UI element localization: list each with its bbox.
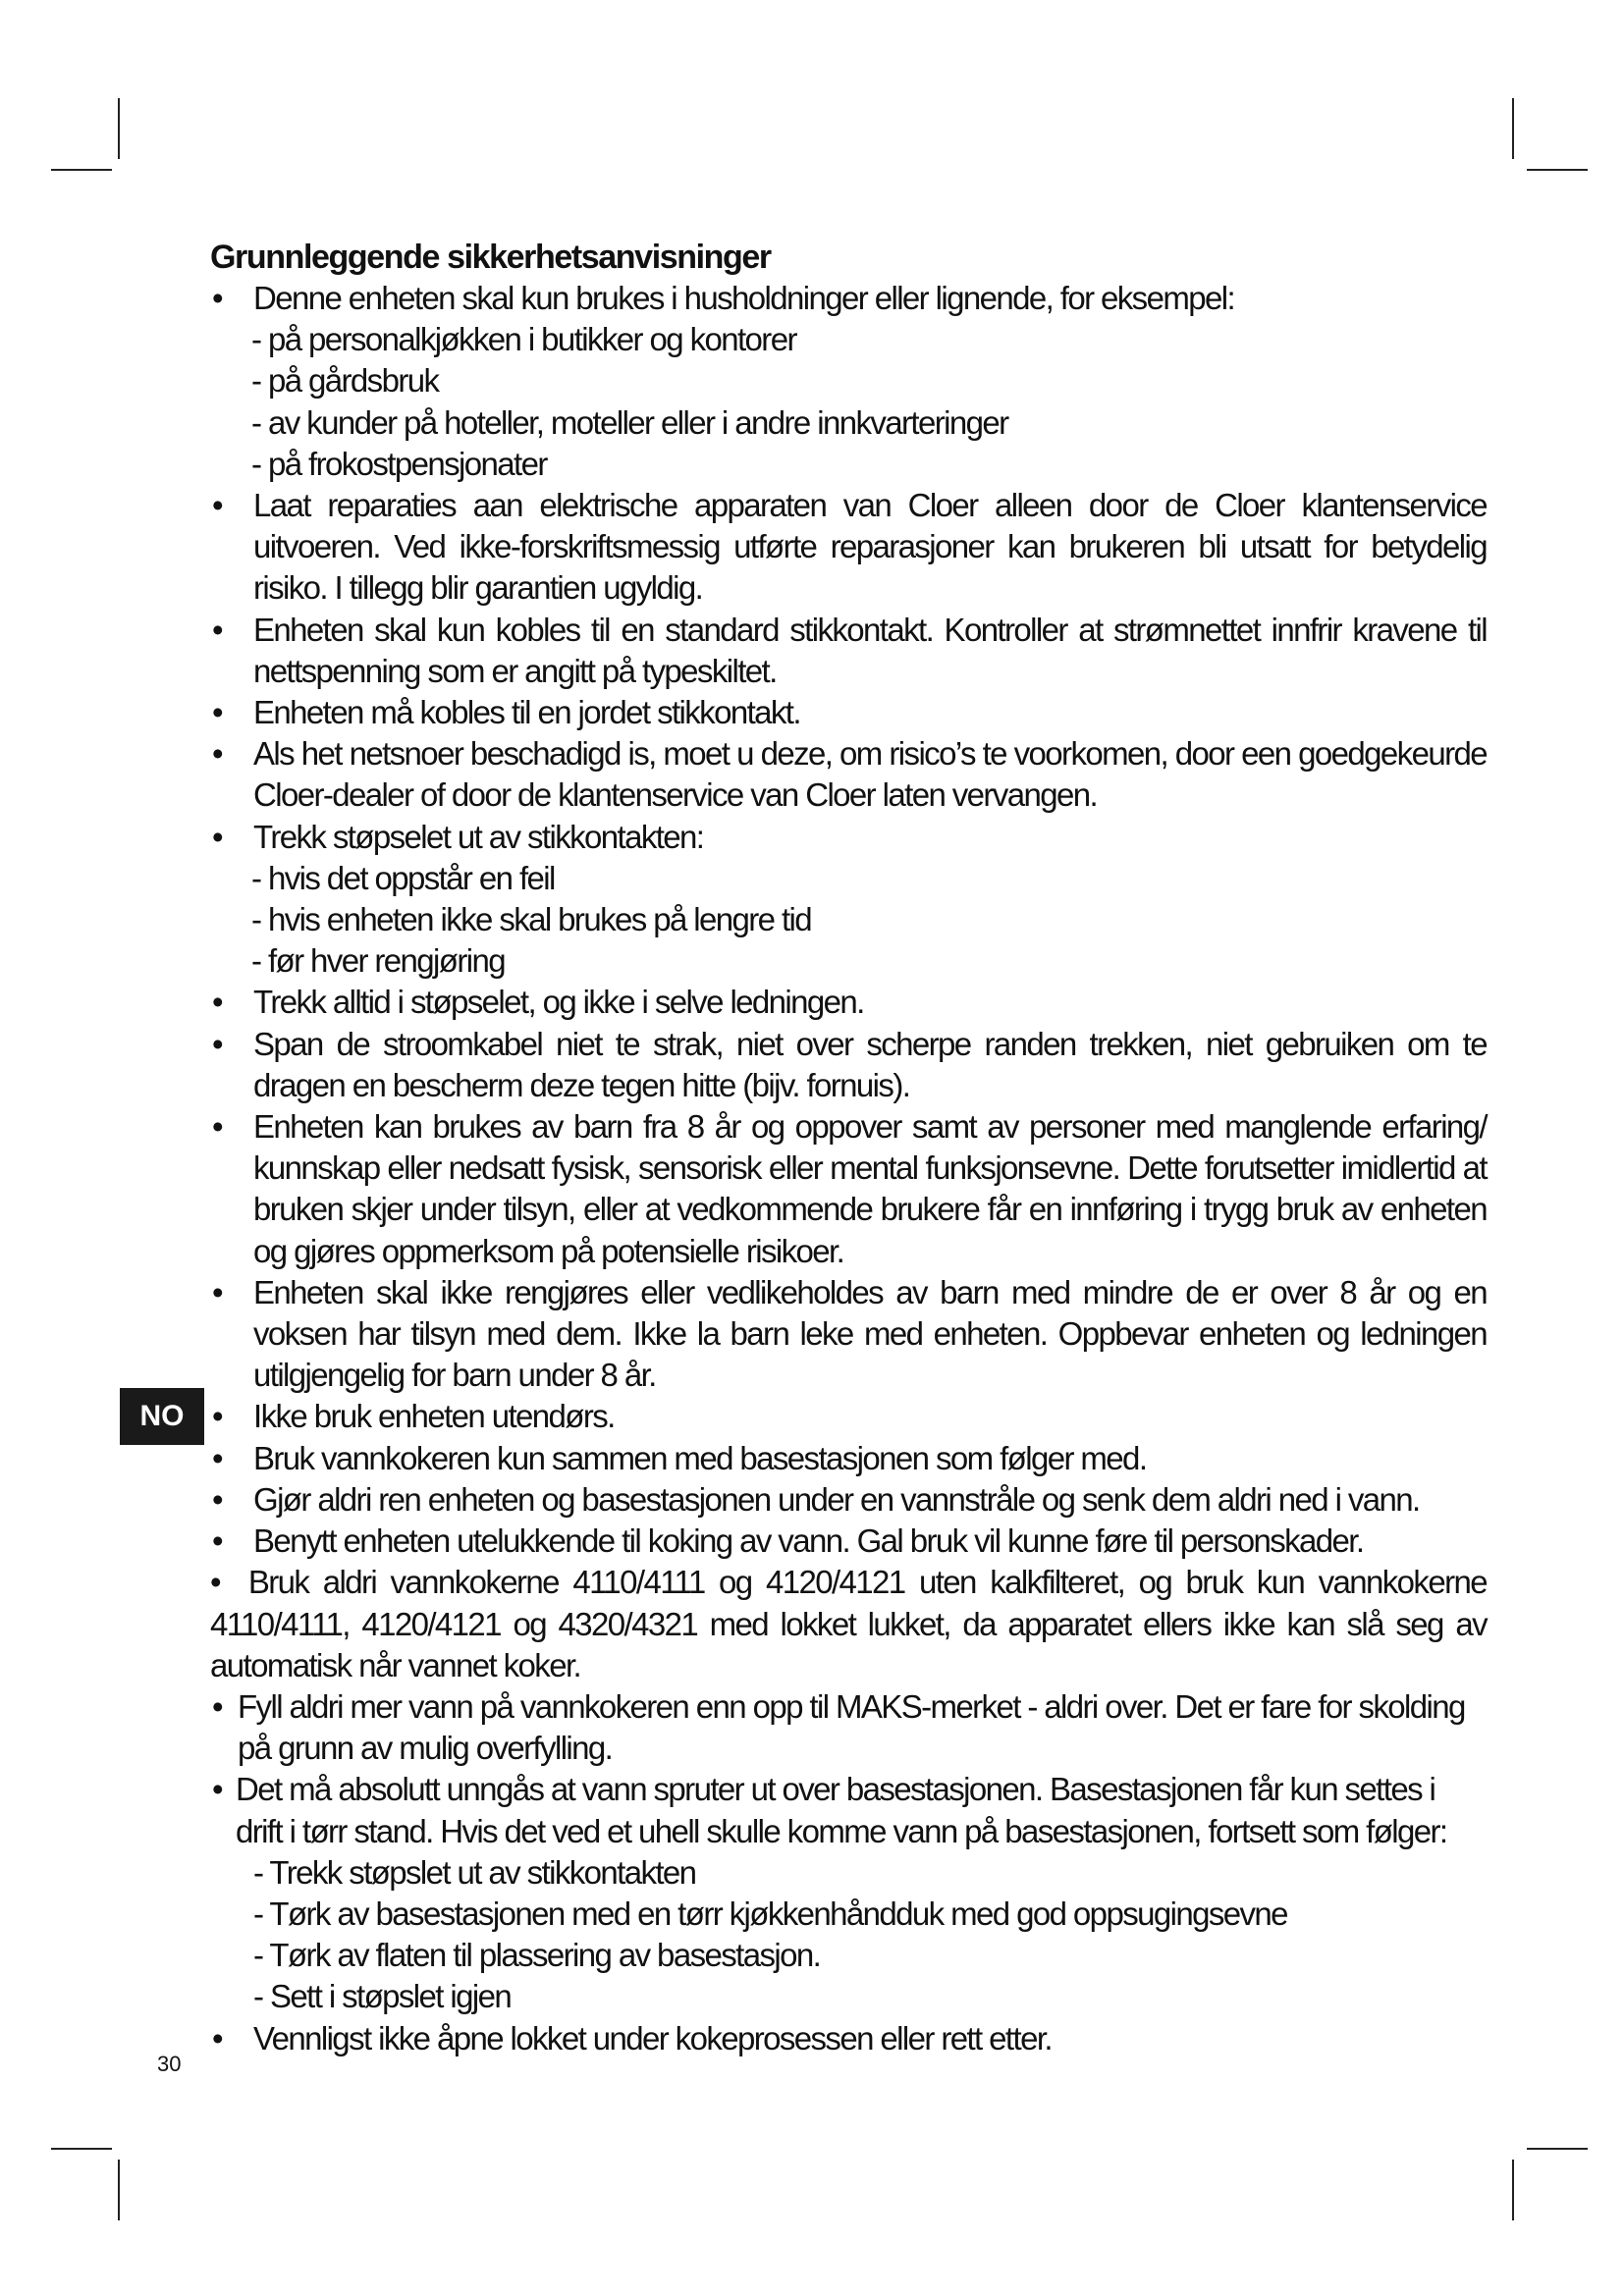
item-text: Vennligst ikke åpne lokket under kokeprosessen eller rett etter. — [253, 2019, 1052, 2056]
crop-mark — [1512, 98, 1514, 159]
item-text: Trekk støpselet ut av stikkontakten: — [253, 818, 704, 855]
item-text: Benytt enheten utelukkende til koking av vann. Gal bruk vil kunne føre til personskader. — [253, 1522, 1364, 1560]
list-item — [210, 982, 1487, 1023]
bullet-icon: • — [212, 694, 222, 731]
crop-mark — [1527, 2148, 1588, 2150]
item-text: Enheten må kobles til en jordet stikkontakt. — [253, 694, 800, 731]
list-item — [210, 1521, 1487, 1562]
list-item — [210, 1686, 1487, 1769]
list-item — [210, 1272, 1487, 1397]
page-number: 30 — [157, 2052, 182, 2076]
sub-item: - før hver rengjøring — [251, 942, 505, 980]
safety-section — [210, 238, 1487, 2059]
sub-item: - på gårdsbruk — [251, 362, 439, 400]
bullet-icon: • — [212, 1273, 222, 1310]
sub-item: - av kunder på hoteller, moteller eller i andre innkvarteringer — [251, 403, 1008, 441]
sub-item: - Sett i støpslet igjen — [253, 1978, 512, 2015]
crop-mark — [51, 2148, 112, 2150]
list-item — [210, 2018, 1487, 2059]
bullet-icon: • — [212, 280, 222, 316]
item-text: Enheten skal ikke rengjøres eller vedlikeholdes av barn med mindre de er over 8 år og en voksen har tilsyn med dem. Ikke la barn leke med enheten. Oppbevar enheten og ledningen utilgjengelig for barn under 8 år. — [253, 1273, 1487, 1394]
item-text: Bruk aldri vannkokerne 4110/4111 og 4120/4121 uten kalkfilteret, og bruk kun vannkokerne 4110/4111, 4120/4121 og 4320/4321 med lokket lukket, da apparatet ellers ikke kan slå seg av automatisk når vannet koker. — [210, 1564, 1487, 1683]
list-item — [210, 1024, 1487, 1106]
list-item — [210, 1769, 1487, 1851]
bullet-icon: • — [212, 1771, 222, 1808]
list-item — [210, 1396, 1487, 1437]
list-item — [210, 817, 1487, 858]
sub-item: - Tørk av basestasjonen med en tørr kjøkkenhåndduk med god oppsugingsevne — [253, 1895, 1287, 1932]
bullet-icon: • — [212, 1025, 222, 1062]
item-text: Fyll aldri mer vann på vannkokeren enn opp til MAKS-merket - aldri over. Det er fare for skolding på grunn av mulig overfylling. — [238, 1687, 1465, 1767]
item-text: Denne enheten skal kun brukes i husholdninger eller lignende, for eksempel: — [253, 280, 1235, 316]
bullet-icon: • — [212, 1480, 222, 1518]
sub-item: - hvis det oppstår en feil — [251, 859, 555, 896]
bullet-icon: • — [212, 984, 222, 1021]
crop-mark — [1527, 169, 1588, 171]
sub-item: - Trekk støpslet ut av stikkontakten — [253, 1853, 696, 1891]
bullet-icon: • — [212, 1108, 222, 1146]
crop-mark — [51, 169, 112, 171]
list-item — [210, 610, 1487, 692]
crop-mark — [1512, 2160, 1514, 2220]
list-item — [210, 733, 1487, 816]
crop-mark — [118, 98, 120, 159]
sub-item: - hvis enheten ikke skal brukes på lengre tid — [251, 901, 812, 938]
list-item — [210, 485, 1487, 610]
sub-item: - Tørk av flaten til plassering av basestasjon. — [253, 1937, 821, 1974]
item-text: Gjør aldri ren enheten og basestasjonen under en vannstråle og senk dem aldri ned i vann. — [253, 1480, 1420, 1518]
section-title: Grunnleggende sikkerhetsanvisninger — [210, 239, 771, 276]
list-item — [210, 692, 1487, 733]
item-text: Span de stroomkabel niet te strak, niet over scherpe randen trekken, niet gebruiken om te dragen en bescherm deze tegen hitte (bijv. fornuis). — [253, 1025, 1487, 1103]
item-text: Enheten kan brukes av barn fra 8 år og oppover samt av personer med manglende erfaring/ kunnskap eller nedsatt fysisk, sensorisk eller mental funksjonsevne. Dette forutsetter imidlertid at bruken skjer under tilsyn, eller at vedkommende brukere får en innføring i trygg bruk av enheten og gjøres oppmerksom på potensielle risikoer. — [253, 1108, 1487, 1269]
crop-mark — [118, 2160, 120, 2220]
item-text: Trekk alltid i støpselet, og ikke i selve ledningen. — [253, 984, 864, 1021]
bullet-icon: • — [210, 1564, 220, 1601]
item-text: Laat reparaties aan elektrische apparaten van Cloer alleen door de Cloer klantenservice uitvoeren. Ved ikke-forskriftsmessig utførte reparasjoner kan brukeren bli utsatt for betydelig risiko. I tillegg blir garantien ugyldig. — [253, 487, 1487, 607]
bullet-icon: • — [212, 487, 222, 524]
list-item — [210, 1562, 1487, 1686]
bullet-icon: • — [212, 1398, 222, 1435]
bullet-icon: • — [212, 735, 222, 773]
bullet-icon: • — [212, 611, 222, 648]
bullet-icon: • — [212, 1439, 222, 1476]
language-tab: NO — [120, 1388, 204, 1445]
sub-item: - på personalkjøkken i butikker og kontorer — [251, 321, 796, 358]
list-item — [210, 1438, 1487, 1479]
item-text: Det må absolutt unngås at vann spruter ut over basestasjonen. Basestasjonen får kun settes i drift i tørr stand. Hvis det ved et uhell skulle komme vann på basestasjonen, fortsett som følger: — [236, 1771, 1447, 1849]
list-item — [210, 1106, 1487, 1272]
list-item — [210, 278, 1487, 319]
list-item — [210, 1479, 1487, 1521]
item-text: Enheten skal kun kobles til en standard stikkontakt. Kontroller at strømnettet innfrir kravene til nettspenning som er angitt på typeskiltet. — [253, 611, 1487, 689]
sub-item: - på frokostpensjonater — [251, 445, 547, 482]
bullet-icon: • — [212, 2019, 222, 2056]
bullet-icon: • — [212, 818, 222, 855]
bullet-icon: • — [212, 1522, 222, 1560]
bullet-icon: • — [212, 1687, 222, 1725]
item-text: Ikke bruk enheten utendørs. — [253, 1398, 615, 1435]
item-text: Bruk vannkokeren kun sammen med basestasjonen som følger med. — [253, 1439, 1147, 1476]
item-text: Als het netsnoer beschadigd is, moet u deze, om risico’s te voorkomen, door een goedgekeurde Cloer-dealer of door de klantenservice van Cloer laten vervangen. — [253, 735, 1487, 814]
